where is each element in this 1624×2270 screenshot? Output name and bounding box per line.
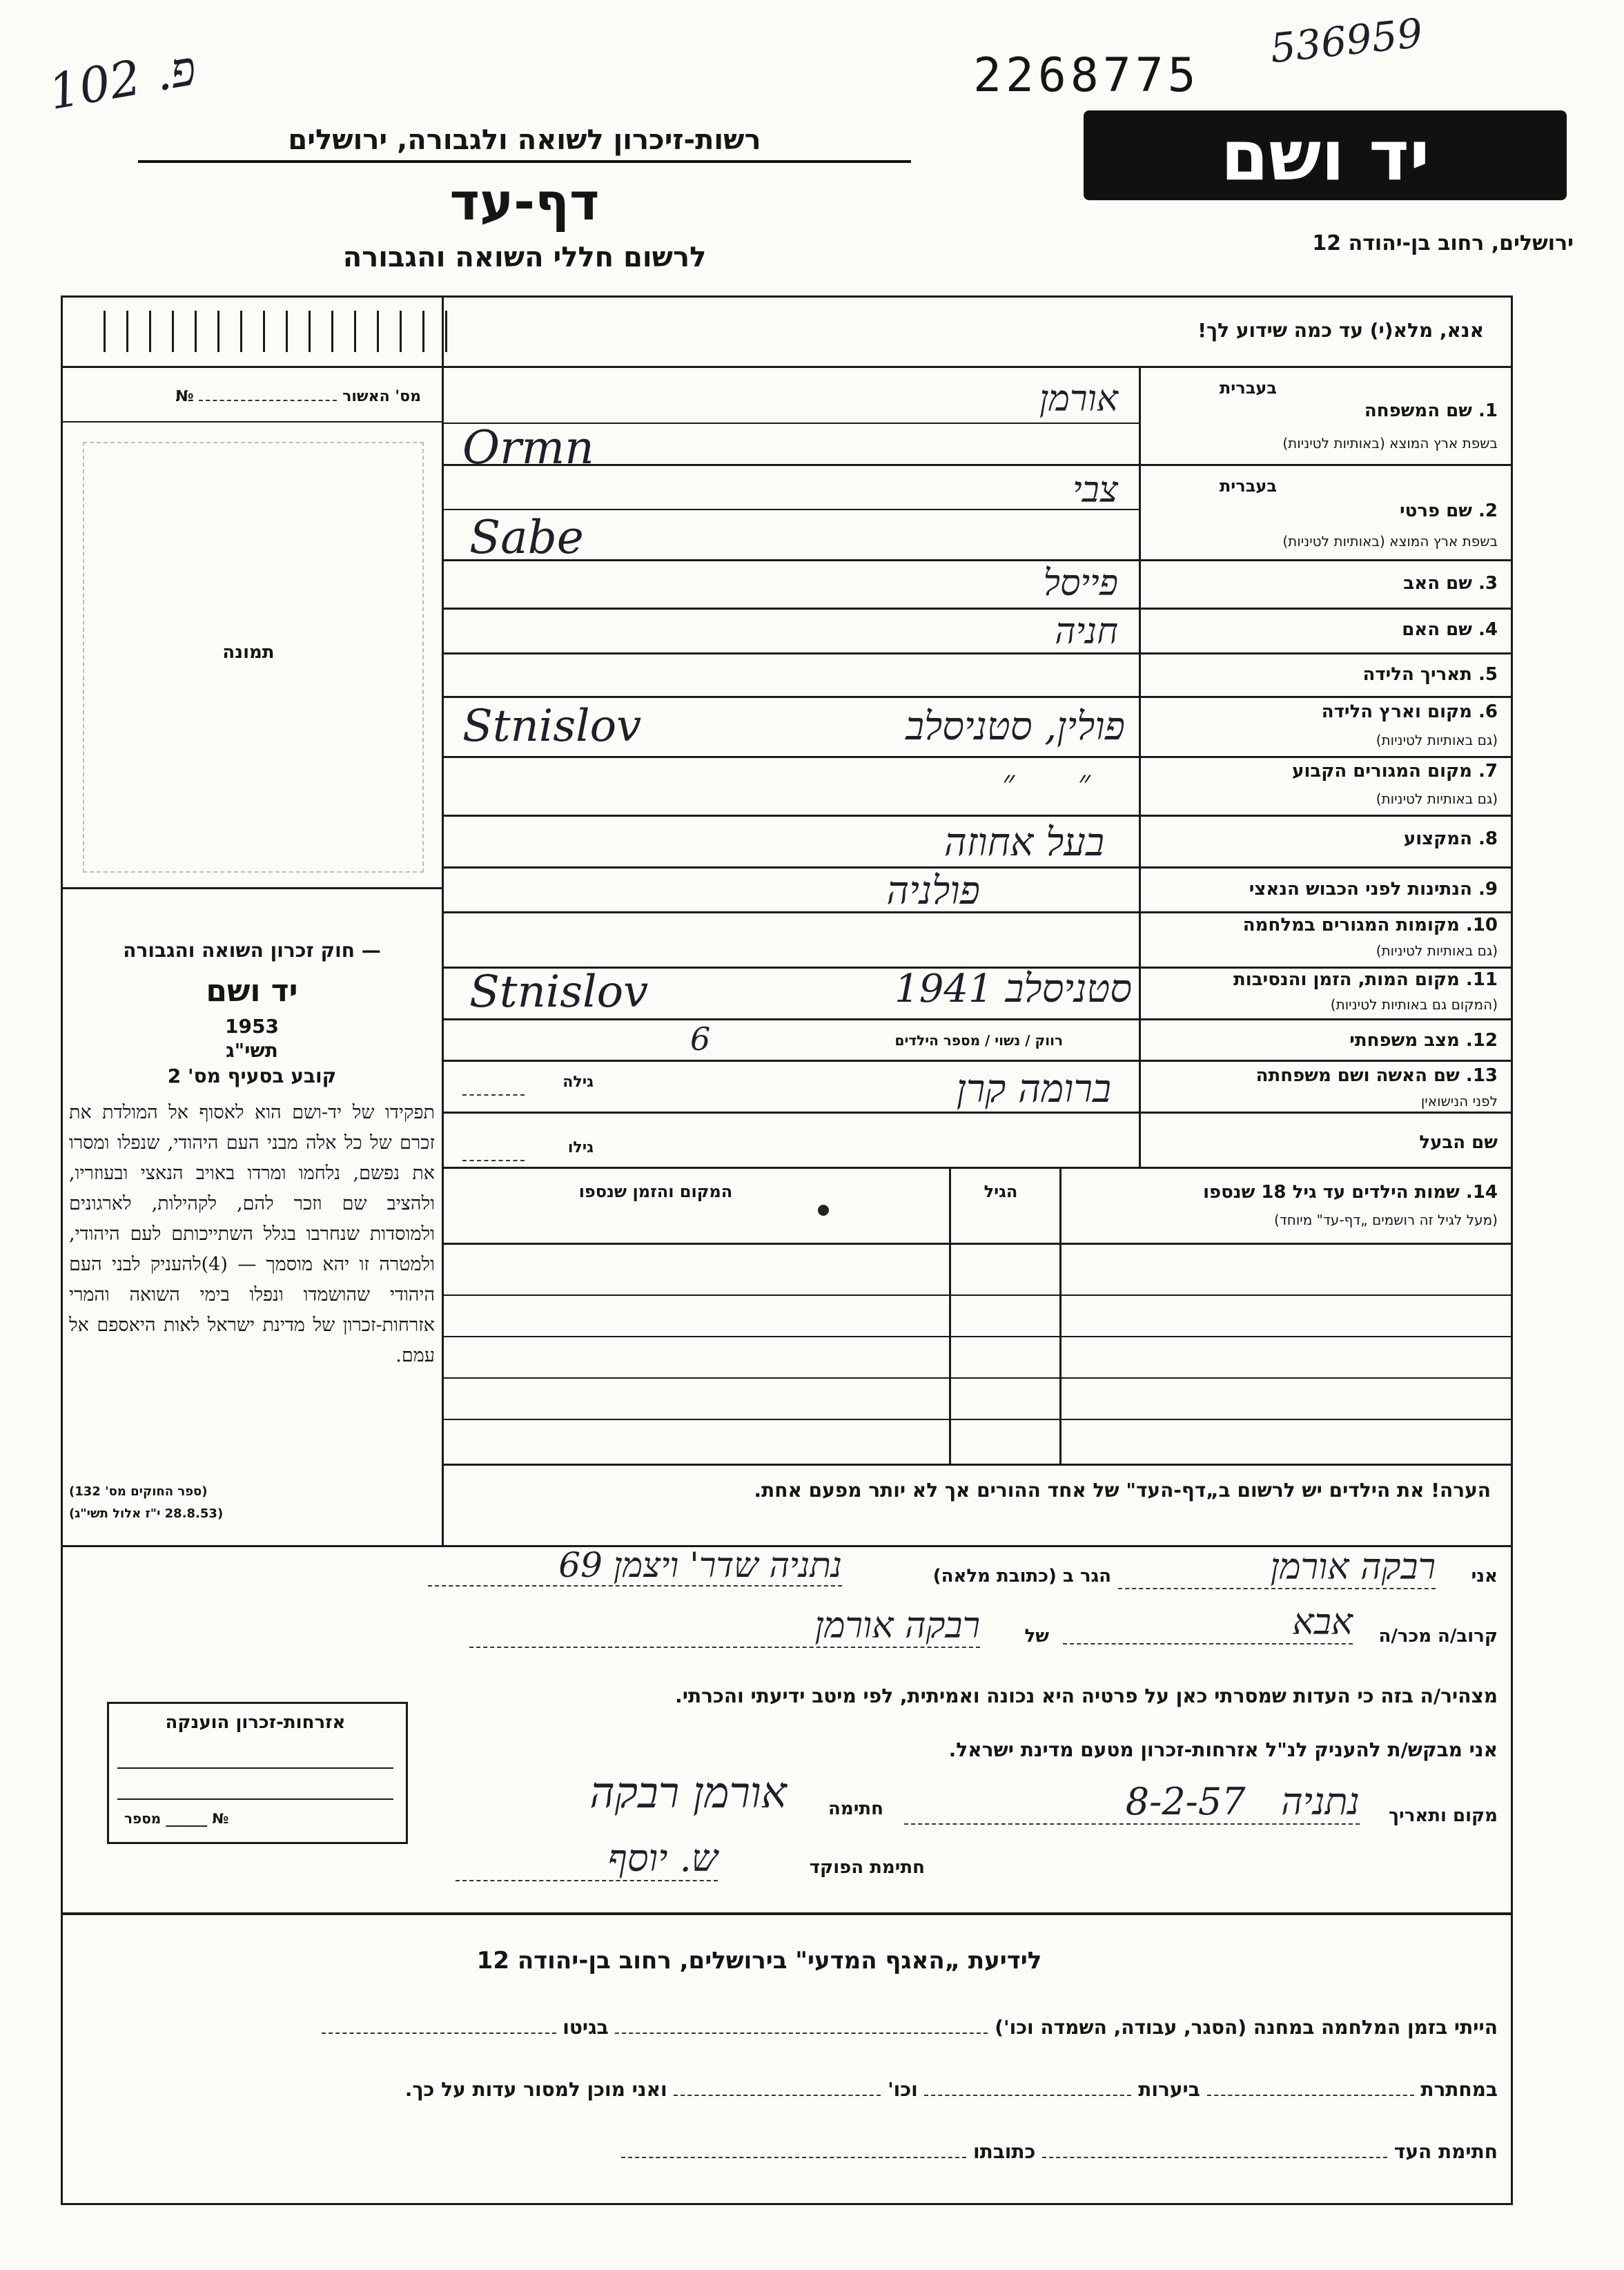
field-label-firstname: 2. שם פרטי — [1400, 501, 1498, 521]
info-line-3: חתימת העד כתובתו — [76, 2140, 1498, 2163]
serial-number: 2268775 — [973, 48, 1200, 103]
field-label-residence: 7. מקום המגורים הקבוע — [1292, 761, 1498, 782]
photo-placeholder — [83, 442, 424, 873]
value-mother: חניה — [1055, 611, 1118, 652]
value-firstname-latin: Sabe — [469, 511, 584, 564]
children-title: 14. שמות הילדים עד גיל 18 שנספו — [1203, 1182, 1498, 1203]
value-wife: ברומה קרן — [956, 1067, 1111, 1112]
registry-label — [90, 388, 421, 405]
officer-label: חתימת הפוקד — [809, 1857, 925, 1878]
field-label-husband: שם הבעל — [1419, 1132, 1498, 1153]
field-label-mother: 4. שם האם — [1402, 619, 1498, 640]
relation-label: קרוב/ה מכר/ה — [1378, 1626, 1498, 1647]
value-of: רבקה אורמן — [469, 1605, 980, 1648]
form-title: דף-עד — [449, 173, 600, 232]
signature-label: חתימה — [828, 1798, 883, 1819]
field-sub-wife: לפני הנישואין — [1420, 1093, 1498, 1109]
field-sub-wartime-residence: (גם באותיות לטיניות) — [1376, 942, 1498, 959]
law-year: 1953 — [225, 1015, 279, 1038]
wife-age-label: גילה — [562, 1074, 594, 1091]
law-year-hebrew: תשי"ג — [226, 1039, 278, 1062]
children-col-age: הגיל — [984, 1182, 1018, 1201]
info-title: לידיעת „האגף המדעי" בירושלים, רחוב בן-יהודה 12 — [476, 1947, 1042, 1975]
hole-punch-mark — [818, 1205, 829, 1216]
field-label-wife: 13. שם האשה ושם משפחתה — [1255, 1065, 1498, 1086]
photo-label: תמונה — [222, 642, 275, 663]
value-father: פייסל — [1043, 563, 1118, 604]
field-label-wartime-residence: 10. מקומות המגורים במלחמה — [1242, 915, 1498, 935]
law-text: תפקידו של יד-ושם הוא לאסוף אל המולדת את זכרם של כל אלה מבני העם היהודי, שנפלו ומסרו את נפשם, נלחמו ומרדו באויב הנאצי ובעוזריו, ולהציב שם וזכר להם, לקהילות, לארגונים ולמוסדות שנחרבו בגלל השתייכותם לעם היהודי, ולמטרה זו יהא מוסמך — (4)להעניק לבני העם היהודי שהושמדו ונפלו בימי השואה והמרי אזרחות-זכרון של מדינת ישראל לאות היאספם אל עמם. — [69, 1102, 436, 1366]
info-line-2: במחתרת ביערות וכו' ואני מוכן למסור עדות על כך. — [404, 2078, 1498, 2101]
value-profession: בעל אחוזה — [943, 820, 1104, 865]
value-declarant-address: נתניה שדר' ויצמן 69 — [428, 1545, 842, 1587]
law-source: (ספר החוקים מס' 132) — [69, 1484, 208, 1499]
value-death-latin: Stnislov — [469, 967, 649, 1018]
registry-number-symbol: № — [175, 388, 194, 405]
value-death: סטניסלב 1941 — [894, 967, 1132, 1011]
field-label-surname: 1. שם המשפחה — [1364, 400, 1498, 421]
field-sub-birthplace: (גם באותיות לטיניות) — [1376, 732, 1498, 748]
header-address: ירושלים, רחוב בן-יהודה 12 — [1312, 231, 1574, 255]
value-children-count: 6 — [690, 1020, 711, 1058]
declarant-resides-label: הגר ב (כתובת מלאה) — [932, 1566, 1111, 1587]
corner-note-right: 536959 — [1268, 9, 1425, 72]
field-label-profession: 8. המקצוע — [1403, 828, 1498, 849]
value-place-date: נתניה 8-2-57 — [904, 1780, 1360, 1825]
value-surname-hebrew: אורמן — [1039, 378, 1118, 420]
info-line-1: הייתי בזמן המלחמה במחנה (הסגר, עבודה, השמדה וכו') בגיטו — [76, 2016, 1498, 2039]
field-label-birthdate: 5. תאריך הלידה — [1362, 664, 1498, 685]
lang-hebrew-1: בעברית — [1219, 378, 1277, 398]
value-relation: אבא — [1063, 1602, 1353, 1645]
law-clause: קובע בסעיף מס' 2 — [167, 1065, 337, 1087]
value-residence: ״ ״ — [1001, 763, 1090, 802]
children-subtitle: (מעל לגיל זה רושמים „דף-עד" מיוחד) — [1274, 1212, 1498, 1228]
authority-name: רשות-זיכרון לשואה ולגבורה, ירושלים — [138, 124, 911, 163]
of-label: של — [1024, 1626, 1049, 1647]
field-label-father: 3. שם האב — [1403, 573, 1498, 594]
field-label-birthplace: 6. מקום וארץ הלידה — [1321, 701, 1498, 722]
children-col-place: המקום והזמן שנספו — [578, 1182, 733, 1201]
request-text: אני מבקש/ת להעניק לנ"ל אזרחות-זכרון מטעם מדינת ישראל. — [948, 1738, 1498, 1761]
honorary-title: אזרחות-זכרון הוענקה — [165, 1712, 346, 1733]
field-label-marital: 12. מצב משפחתי — [1349, 1030, 1498, 1051]
field-sub-death: (המקום גם באותיות לטיניות) — [1330, 996, 1498, 1013]
registry-digit-boxes — [104, 311, 447, 352]
logo-text: יד ושם — [1220, 115, 1430, 196]
registry-label-text: מס' האשור — [342, 388, 421, 405]
honorary-number: № ______ מספר — [124, 1810, 229, 1827]
value-birthplace-latin: Stnislov — [462, 701, 642, 752]
value-birthplace: פולין, סטניסלב — [905, 704, 1125, 749]
yad-vashem-logo — [1084, 110, 1567, 200]
value-firstname-hebrew: צבי — [1073, 469, 1118, 511]
value-signature: אורמן רבקה — [589, 1767, 787, 1818]
place-date-label: מקום ותאריך — [1389, 1805, 1498, 1826]
instruction-text: אנא, מלא(י) עד כמה שידוע לך! — [1197, 319, 1484, 342]
field-label-nationality: 9. הנתינות לפני הכבוש הנאצי — [1249, 879, 1498, 900]
value-officer-signature: ש. יוסף — [456, 1836, 718, 1881]
marital-options: רווק / נשוי / מספר הילדים — [894, 1032, 1063, 1049]
lang-hebrew-2: בעברית — [1219, 476, 1277, 496]
law-name: יד ושם — [206, 973, 298, 1009]
law-source-date: (28.8.53 י"ז אלול תשי"ג) — [69, 1506, 224, 1521]
corner-note-left: פ. 102 — [44, 39, 201, 122]
children-note: הערה! את הילדים יש לרשום ב„דף-העד" של אחד ההורים אך לא יותר מפעם אחת. — [754, 1479, 1491, 1502]
form-subtitle: לרשום חללי השואה והגבורה — [342, 242, 707, 273]
declaration-text: מצהיר/ה בזה כי העדות שמסרתי כאן על פרטיה היא נכונה ואמיתית, לפי מיטב ידיעתי והכרתי. — [675, 1685, 1498, 1707]
law-title: — חוק זכרון השואה והגבורה — [123, 939, 381, 962]
field-label-death: 11. מקום המות, הזמן והנסיבות — [1233, 969, 1498, 990]
value-surname-latin: Ormn — [462, 421, 594, 474]
field-sub-surname: בשפת ארץ המוצא (באותיות לטיניות) — [1282, 435, 1498, 452]
value-declarant-name: רבקה אורמן — [1118, 1546, 1436, 1589]
value-nationality: פולניה — [886, 869, 980, 913]
husband-age-label: גילו — [567, 1139, 594, 1156]
field-sub-residence: (גם באותיות לטיניות) — [1376, 790, 1498, 807]
field-sub-firstname: בשפת ארץ המוצא (באותיות לטיניות) — [1282, 533, 1498, 550]
declarant-i-label: אני — [1471, 1566, 1498, 1587]
